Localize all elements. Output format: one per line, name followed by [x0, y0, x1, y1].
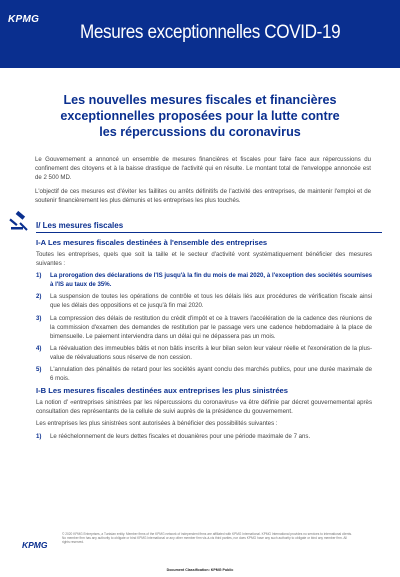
- footer-legal-text: © 2020 KPMG Entreprises, a Tunisian entity. Member firms of the KPMG network of independent firms are affiliated with KPMG International. KPMG International provides no services to international clients. No member firm has any authority to obligate or bind KPMG International or any other member firm vis-à-vis third parties, nor does KPMG have any such authority to obligate or bind any member firm. All rights reserved.: [62, 532, 352, 545]
- list-item: [36, 365, 372, 383]
- footer-kpmg-logo: KPMG: [22, 540, 48, 550]
- list-item: [36, 314, 372, 341]
- intro-section: [35, 155, 371, 209]
- intro-paragraph-1: Le Gouvernement a annoncé un ensemble de mesures financières et fiscales pour faire face aux répercussions du confinement des citoyens et à la baisse drastique de l'activité qui en résulte. Le montant total de l'enveloppe annoncée est de 2 500 MD.: [35, 156, 371, 182]
- paragraph-definition: La notion d' «entreprises sinistrées par les répercussions du coronavirus» va être définie par décret gouvernemental après consultation des représentants de la cellule de suivi auprès de la présidence du gouvernement.: [36, 399, 372, 416]
- subhead-ia: I-A Les mesures fiscales destinées à l'ensemble des entreprises: [36, 238, 268, 247]
- section-heading: I/ Les mesures fiscales: [36, 221, 382, 233]
- title-line-3: les répercussions du coronavirus: [99, 125, 301, 139]
- list-text: La réévaluation des immeubles bâtis et non bâtis inscrits à leur bilan selon leur valeur réelle et l'exonération de la plus-value de réévaluations sous réserve de non cession.: [50, 344, 372, 361]
- header-banner: [0, 0, 400, 68]
- footer: [0, 528, 400, 577]
- list-item: [36, 292, 372, 310]
- kpmg-logo: KPMG: [8, 14, 40, 25]
- main-content: [36, 238, 372, 444]
- list-item: [36, 271, 372, 289]
- list-item: [36, 344, 372, 362]
- document-classification: Document Classification: KPMG Public: [166, 568, 234, 572]
- list-text: La prorogation des déclarations de l'IS jusqu'à la fin du mois de mai 2020, à l'exception des sociétés soumises à l'IS au taux de 35%.: [50, 272, 372, 289]
- title-line-1: Les nouvelles mesures fiscales et financières: [63, 93, 337, 107]
- title-line-2: exceptionnelles proposées pour la lutte contre: [60, 109, 340, 123]
- banner-title: Mesures exceptionnelles COVID-19: [80, 22, 341, 43]
- list-text: La suspension de toutes les opérations de contrôle et tous les délais liés aux procédures de vérification fiscale ainsi que les délais des oppositions et ce jusqu'à fin mai 2020.: [50, 293, 372, 310]
- section-header: [8, 210, 382, 232]
- gavel-icon: [8, 210, 30, 232]
- list-number: 4): [36, 344, 42, 352]
- list-number: 1): [36, 272, 42, 280]
- document-title: [40, 92, 360, 140]
- lead-paragraph: Toutes les entreprises, quels que soit la taille et le secteur d'activité vont systématiquement bénéficier des mesures suivantes :: [36, 251, 372, 268]
- list-number: 1): [36, 432, 42, 440]
- intro-paragraph-2: L'objectif de ces mesures est d'éviter les faillites ou arrêts définitifs de l'activité des entreprises, de maintenir l'emploi et de soutenir financièrement les plus démunis et les entreprises les plus touchés.: [35, 187, 371, 204]
- list-number: 3): [36, 314, 42, 322]
- list-item: [36, 432, 372, 441]
- subhead-ib: I-B Les mesures fiscales destinées aux entreprises les plus sinistrées: [36, 386, 288, 396]
- list-text: La compression des délais de restitution du crédit d'impôt et ce à travers l'accélération de la cadence des réunions de la commission d'examen des demandes de restitution par le passage vers une cadence hebdomadaire à la place de bimensuelle. Le paiement interviendra dans un délai qui ne dépassera pas un mois.: [50, 314, 372, 340]
- list-text: L'annulation des pénalités de retard pour les sociétés ayant conclu des marchés publics, pour une durée maximale de 6 mois.: [50, 366, 372, 383]
- list-number: 5): [36, 366, 42, 374]
- list-text: Le rééchelonnement de leurs dettes fiscales et douanières pour une période maximale de 7 ans.: [50, 432, 311, 440]
- list-number: 2): [36, 293, 42, 301]
- paragraph-possibilities: Les entreprises les plus sinistrées sont autorisées à bénéficier des possibilités suivantes :: [36, 420, 278, 428]
